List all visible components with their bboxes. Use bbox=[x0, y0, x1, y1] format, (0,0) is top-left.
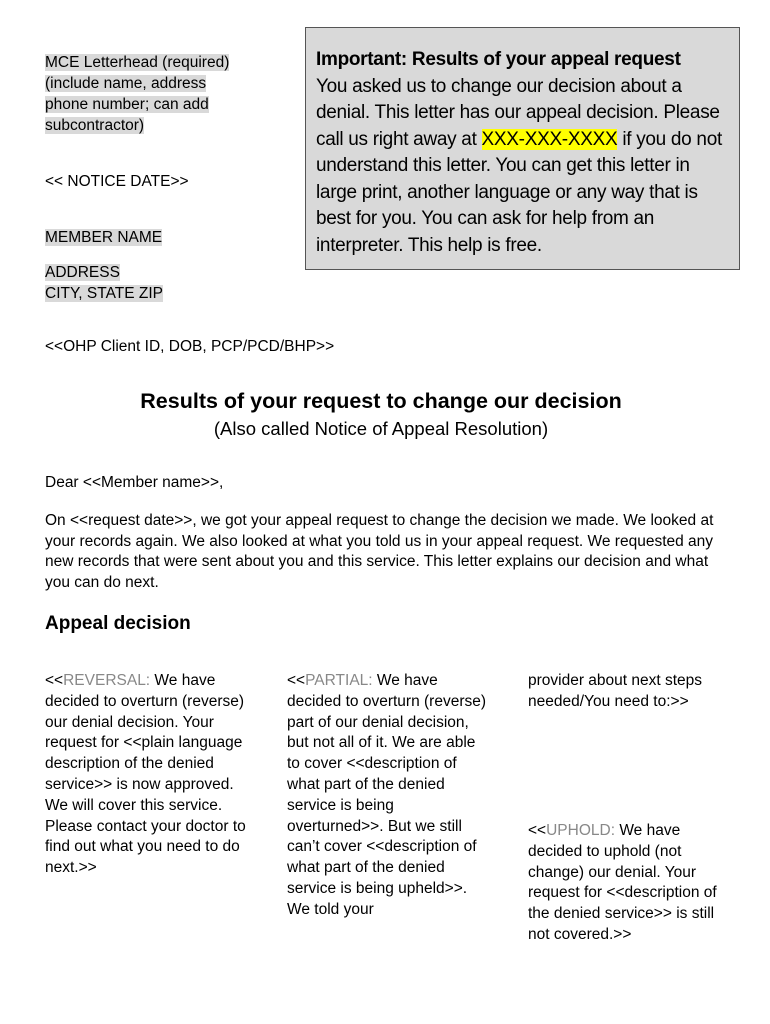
important-text-after-phone: if you do not understand this letter. You can get this letter in large print, another language or any way that is best for you. You can ask for help from an interpreter. This help is free. bbox=[316, 128, 722, 256]
important-notice-title: Important: Results of your appeal request bbox=[316, 49, 681, 70]
reversal-open: << bbox=[45, 672, 64, 689]
intro-paragraph: On <<request date>>, we got your appeal request to change the decision we made. We looked at your records again. We also looked at what you told us in your appeal request. We requested any new records that were sent about you and this service. This letter explains our decision and what you can do next. bbox=[45, 512, 714, 591]
uphold-column bbox=[528, 821, 738, 946]
letterhead-line-4: subcontractor) bbox=[45, 117, 145, 134]
greeting: Dear <<Member name>>, bbox=[45, 474, 224, 491]
document-title: Results of your request to change our decision bbox=[140, 389, 622, 413]
document-subtitle: (Also called Notice of Appeal Resolution) bbox=[213, 418, 549, 439]
partial-continued-text: provider about next steps needed/You need to:>> bbox=[528, 672, 703, 710]
phone-number: XXX-XXX-XXXX bbox=[481, 128, 618, 150]
address-line-1: ADDRESS bbox=[45, 264, 120, 281]
uphold-open: << bbox=[528, 822, 547, 839]
partial-label: PARTIAL: bbox=[305, 672, 373, 689]
reversal-label: REVERSAL: bbox=[63, 672, 151, 689]
address-block bbox=[45, 262, 163, 304]
uphold-label: UPHOLD: bbox=[546, 822, 616, 839]
letterhead-line-2: (include name, address bbox=[45, 75, 207, 92]
important-notice-text bbox=[316, 74, 728, 260]
reversal-text: We have decided to overturn (reverse) our denial decision. Your request for <<plain language description of the denied service>> is now approved. We will cover this service. Please contact your doctor to find out what you need to do next.>> bbox=[45, 672, 246, 877]
important-notice-box bbox=[305, 27, 740, 270]
address-line-2: CITY, STATE ZIP bbox=[45, 285, 163, 302]
important-text-before-phone: You asked us to change our decision about a denial. This letter has our appeal decision. Please call us right away at bbox=[316, 75, 720, 150]
letterhead-placeholder bbox=[45, 52, 265, 136]
reversal-column bbox=[45, 671, 255, 879]
ohp-client-info: <<OHP Client ID, DOB, PCP/PCD/BHP>> bbox=[45, 338, 335, 355]
letterhead-line-3: phone number; can add bbox=[45, 96, 209, 113]
letterhead-line-1: MCE Letterhead (required) bbox=[45, 54, 230, 71]
partial-text: We have decided to overturn (reverse) part of our denial decision, but not all of it. We are able to cover <<description of what part of the denied service is being overturned>>. But we still can’t cover <<description of what part of the denied service is being upheld>>. We told your bbox=[287, 672, 487, 918]
member-name: MEMBER NAME bbox=[45, 229, 163, 246]
section-heading-appeal-decision: Appeal decision bbox=[45, 613, 191, 634]
member-name-block bbox=[45, 229, 162, 247]
uphold-text: We have decided to uphold (not change) our denial. Your request for <<description of the denied service>> is still not covered.>> bbox=[528, 822, 717, 943]
partial-column bbox=[287, 671, 487, 921]
notice-date: << NOTICE DATE>> bbox=[45, 173, 189, 190]
partial-open: << bbox=[287, 672, 306, 689]
